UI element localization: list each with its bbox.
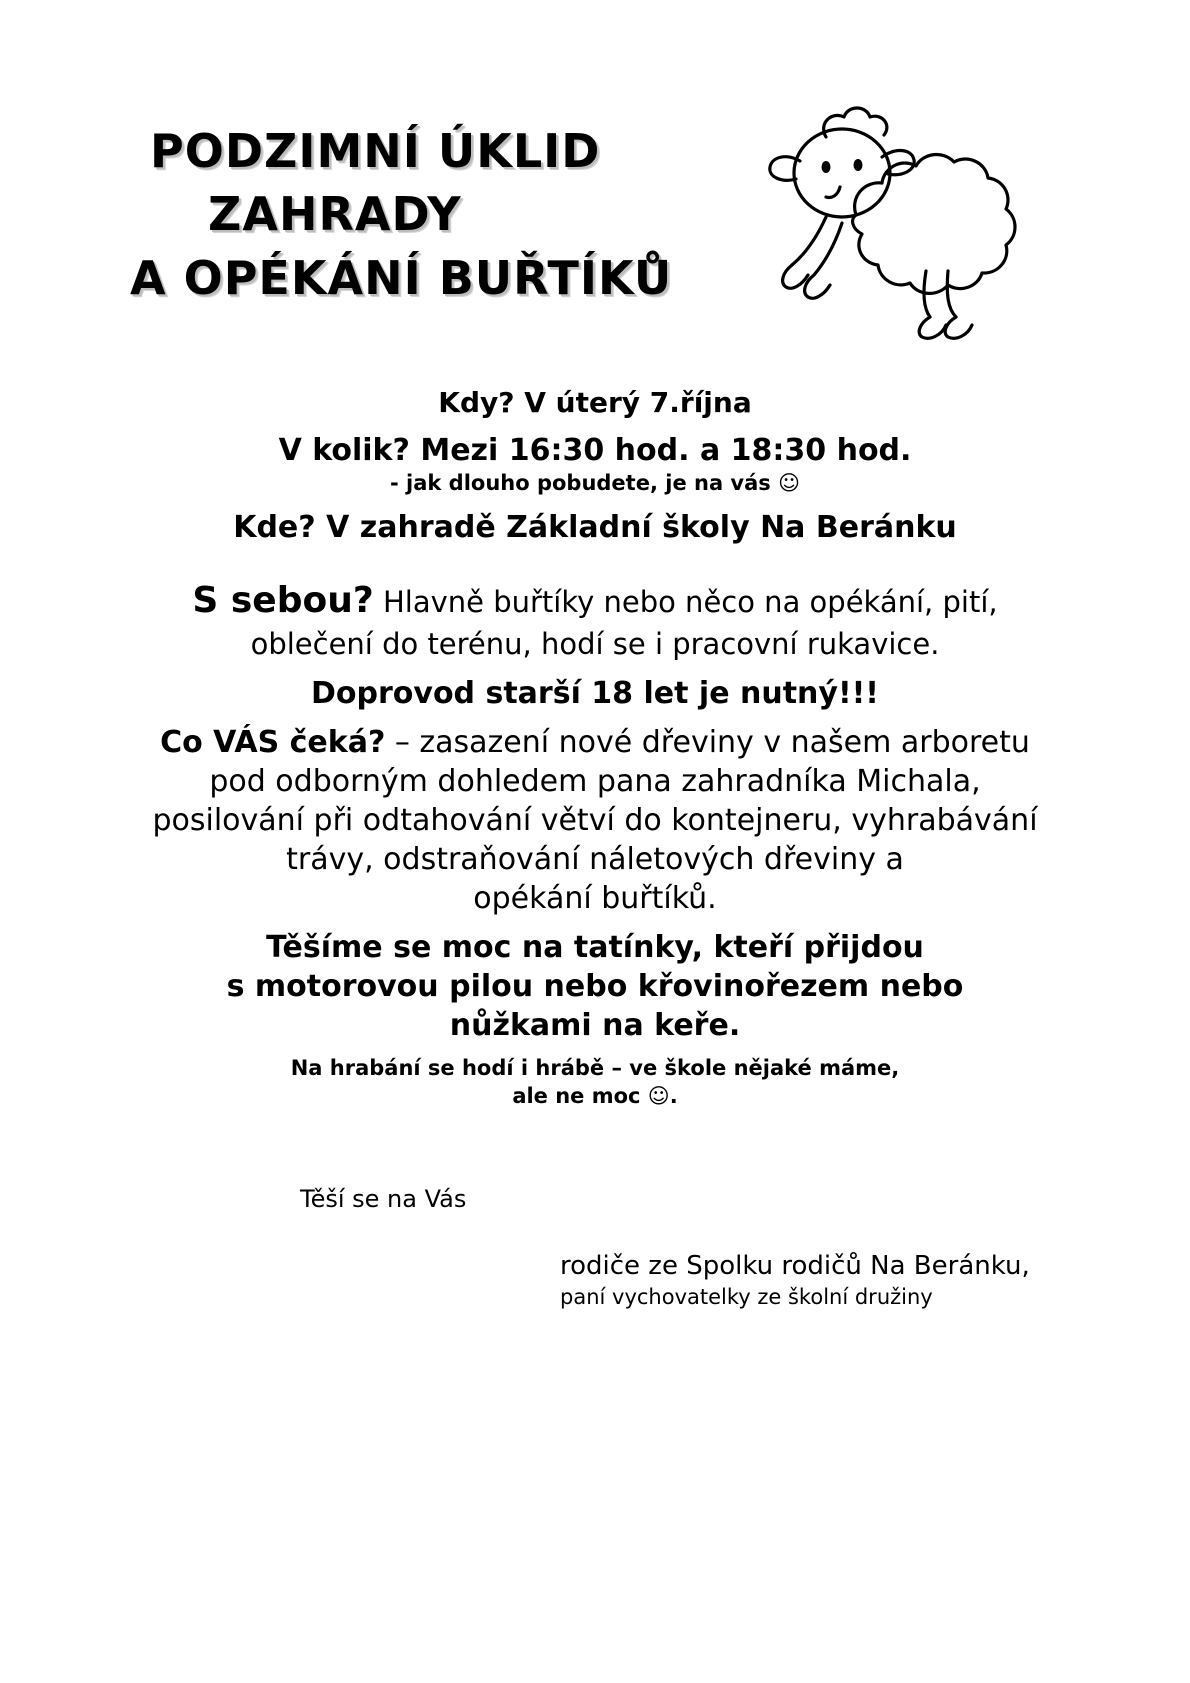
event-when: Kdy? V úterý 7.října [438,386,752,419]
poster-title [120,120,740,310]
program-line-3: posilování při odtahování větví do kontejneru, vyhrabávání [152,803,1038,839]
program-line-5: opékání buřtíků. [473,881,717,917]
sender-line-2: paní vychovatelky ze školní družiny [560,1284,933,1309]
call-line-3: nůžkami na keře. [449,1008,741,1044]
program-line-1 [90,723,1100,762]
title-line-3: A OPÉKÁNÍ BUŘTÍKŮ [130,250,673,305]
title-line-2: ZAHRADY [208,187,462,242]
sender-line-1: rodiče ze Spolku rodičů Na Beránku, [560,1251,1030,1281]
event-place: Kde? V zahradě Základní školy Na Beránku [233,509,957,545]
supervision-warning: Doprovod starší 18 let je nutný!!! [311,676,879,712]
bring-text-1: Hlavně buřtíky nebo něco na opékání, pití, [373,584,998,619]
call-line-2: s motorovou pilou nebo křovinořezem nebo [226,969,964,1005]
sheep-icon [730,95,1030,355]
program-line-4: trávy, odstraňování náletových dřeviny a [286,842,904,878]
program-label: Co VÁS čeká? [160,725,386,761]
event-time-note: - jak dlouho pobudete, je na vás ☺ [389,471,800,496]
rake-note-2: ale ne moc ☺. [512,1083,678,1108]
bring-line-2: oblečení do terénu, hodí se i pracovní rukavice. [250,627,940,662]
program-line-1-rest: – zasazení nové dřeviny v našem arboretu [385,725,1030,761]
bring-label: S sebou? [192,579,374,621]
sender-block [560,1250,1030,1311]
call-line-1: Těšíme se moc na tatínky, kteří přijdou [266,930,924,966]
program-line-2: pod odborným dohledem pana zahradníka Michala, [209,764,981,800]
bring-line-1 [90,577,1100,626]
event-time: V kolik? Mezi 16:30 hod. a 18:30 hod. [278,433,912,469]
rake-note-1: Na hrabání se hodí i hrábě – ve škole nějaké máme, [290,1056,900,1081]
signoff-text: Těší se na Vás [300,1185,467,1213]
poster-body [90,385,1100,1110]
title-line-1: PODZIMNÍ ÚKLID [150,124,601,178]
